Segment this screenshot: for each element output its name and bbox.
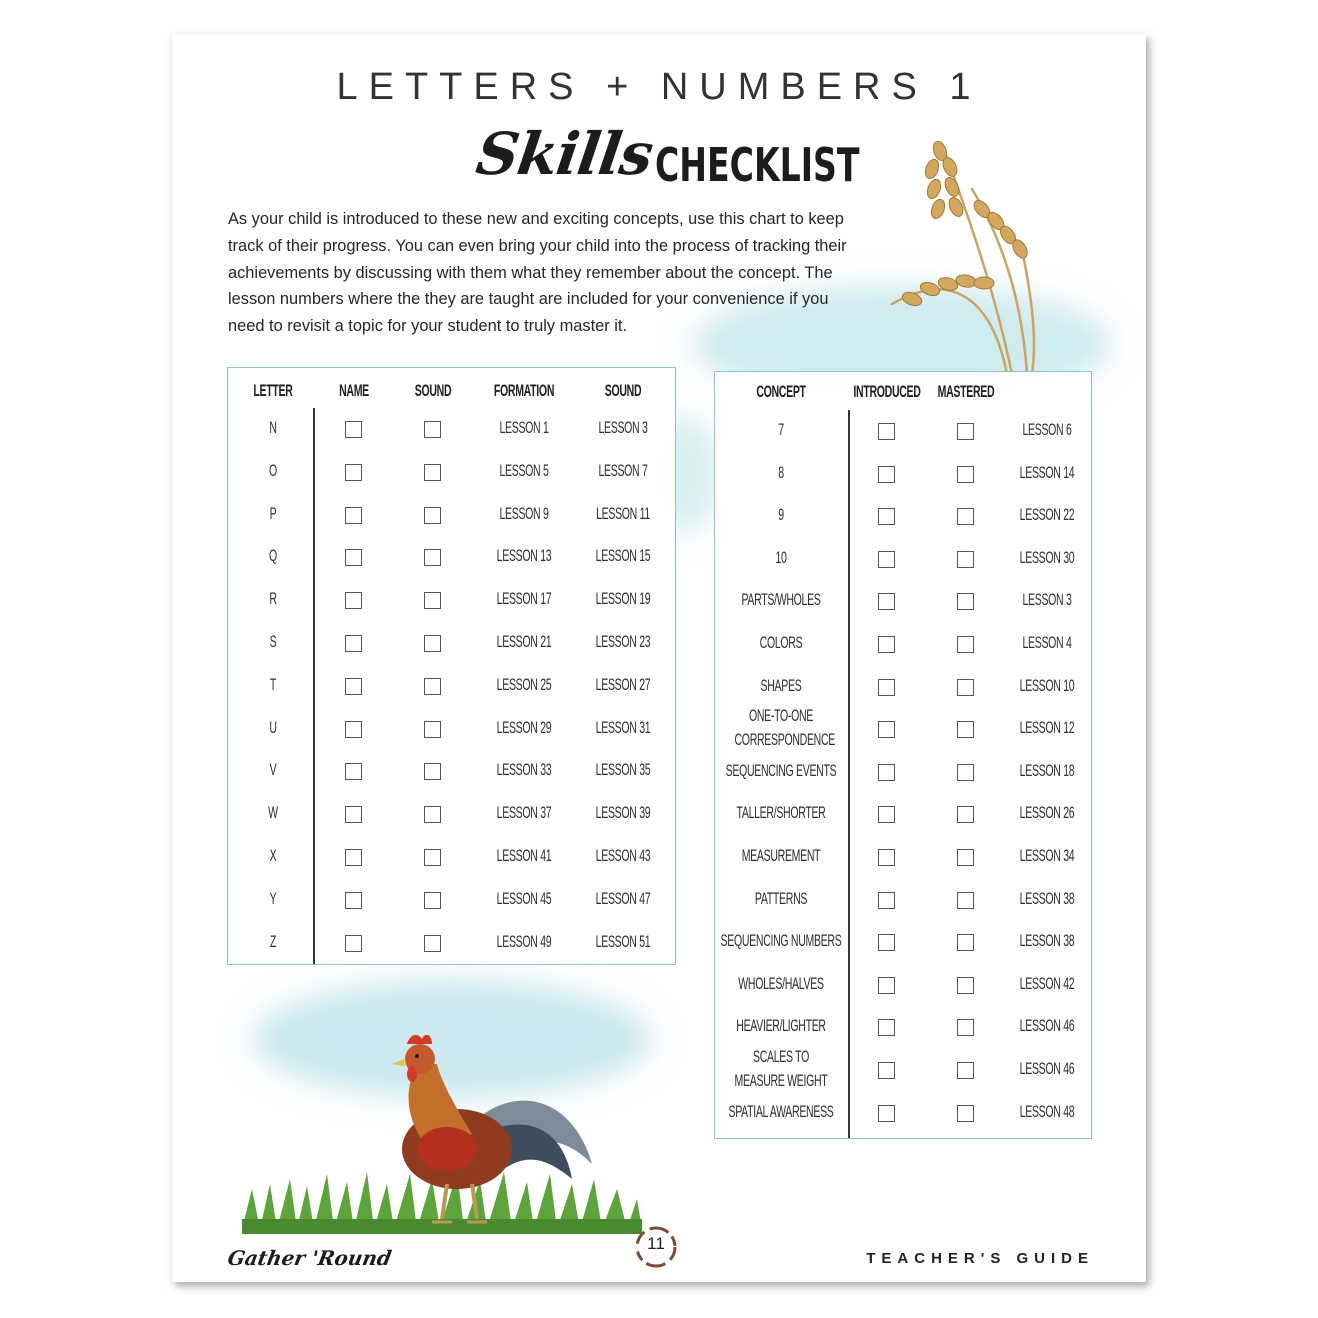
- concept-cell: 8: [778, 462, 784, 482]
- letters-header-1: NAME: [339, 381, 369, 400]
- formation-lesson-cell: LESSON 21: [496, 632, 552, 651]
- name-checkbox[interactable]: [345, 763, 362, 780]
- introduced-checkbox[interactable]: [878, 1019, 895, 1036]
- concept-lesson-cell: LESSON 46: [1019, 1059, 1075, 1078]
- sound-lesson-cell: LESSON 19: [595, 589, 651, 609]
- introduced-checkbox[interactable]: [878, 892, 895, 909]
- sound-lesson-cell: LESSON 11: [596, 503, 650, 523]
- brand-logo: Gather 'Round: [225, 1246, 394, 1270]
- column-divider: [848, 410, 850, 1138]
- sound-lesson-cell: LESSON 39: [595, 803, 651, 823]
- sound-checkbox[interactable]: [424, 592, 441, 609]
- mastered-checkbox[interactable]: [957, 977, 974, 994]
- concept-lesson-cell: LESSON 4: [1022, 633, 1072, 652]
- introduced-checkbox[interactable]: [878, 849, 895, 866]
- concept-lesson-cell: LESSON 22: [1019, 505, 1075, 525]
- sound-checkbox[interactable]: [424, 635, 441, 652]
- letter-cell: W: [268, 803, 278, 823]
- concepts-table: [714, 371, 1092, 1139]
- concept-lesson-cell: LESSON 26: [1019, 803, 1075, 823]
- concept-cell: SPATIAL AWARENESS: [728, 1101, 834, 1121]
- introduced-checkbox[interactable]: [878, 423, 895, 440]
- mastered-checkbox[interactable]: [957, 593, 974, 610]
- name-checkbox[interactable]: [345, 678, 362, 695]
- letter-cell: Y: [269, 888, 277, 908]
- letter-cell: Q: [269, 546, 277, 566]
- sound-checkbox[interactable]: [424, 849, 441, 866]
- letters-table: [227, 367, 676, 965]
- mastered-checkbox[interactable]: [957, 1062, 974, 1079]
- formation-lesson-cell: LESSON 5: [499, 460, 549, 480]
- concept-lesson-cell: LESSON 34: [1019, 846, 1075, 865]
- concept-cell: SHAPES: [760, 675, 802, 695]
- mastered-checkbox[interactable]: [957, 466, 974, 483]
- worksheet-page: [172, 34, 1146, 1282]
- concept-cell: COLORS: [759, 633, 803, 652]
- mastered-checkbox[interactable]: [957, 636, 974, 653]
- sound-lesson-cell: LESSON 35: [595, 760, 651, 780]
- concepts-header-2: MASTERED: [937, 382, 995, 401]
- mastered-checkbox[interactable]: [957, 679, 974, 696]
- introduced-checkbox[interactable]: [878, 977, 895, 994]
- formation-lesson-cell: LESSON 41: [496, 846, 552, 865]
- concept-lesson-cell: LESSON 48: [1019, 1101, 1075, 1121]
- mastered-checkbox[interactable]: [957, 892, 974, 909]
- introduced-checkbox[interactable]: [878, 806, 895, 823]
- mastered-checkbox[interactable]: [957, 423, 974, 440]
- column-divider: [313, 408, 315, 964]
- letter-cell: X: [269, 846, 277, 865]
- wheat-illustration: [872, 129, 1092, 379]
- page-title: LETTERS + NUMBERS 1: [336, 66, 982, 108]
- letter-cell: R: [269, 589, 277, 609]
- introduced-checkbox[interactable]: [878, 679, 895, 696]
- sound-checkbox[interactable]: [424, 806, 441, 823]
- name-checkbox[interactable]: [345, 849, 362, 866]
- concept-lesson-cell: LESSON 38: [1019, 888, 1075, 908]
- subtitle-main: CHECKLIST: [655, 138, 860, 192]
- concept-cell: 7: [778, 420, 784, 439]
- name-checkbox[interactable]: [345, 421, 362, 438]
- name-checkbox[interactable]: [345, 935, 362, 952]
- concept-cell: 9: [778, 505, 784, 525]
- sound-lesson-cell: LESSON 23: [595, 632, 651, 651]
- letter-cell: U: [269, 717, 277, 737]
- intro-paragraph: As your child is introduced to these new and exciting concepts, use this chart to keep track of their progress. You can even bring your child into the process of tracking their achievements by discussing with them what they remember about the concept. The lesson numbers where the they are taught are included for your convenience if you need to revisit a topic for your student to truly master it.: [228, 210, 847, 336]
- concept-lesson-cell: LESSON 10: [1019, 675, 1075, 695]
- sound-checkbox[interactable]: [424, 892, 441, 909]
- concept-cell: 10: [775, 547, 787, 567]
- introduced-checkbox[interactable]: [878, 508, 895, 525]
- mastered-checkbox[interactable]: [957, 508, 974, 525]
- sound-checkbox[interactable]: [424, 678, 441, 695]
- letter-cell: O: [269, 460, 277, 480]
- concept-cell: MEASUREMENT: [741, 846, 821, 865]
- sound-lesson-cell: LESSON 51: [595, 931, 651, 951]
- introduced-checkbox[interactable]: [878, 764, 895, 781]
- introduced-checkbox[interactable]: [878, 466, 895, 483]
- sound-lesson-cell: LESSON 31: [595, 717, 651, 737]
- concept-cell: PATTERNS: [754, 888, 808, 908]
- mastered-checkbox[interactable]: [957, 806, 974, 823]
- concept-lesson-cell: LESSON 46: [1019, 1016, 1075, 1036]
- page-number: 11: [647, 1234, 665, 1253]
- letter-cell: N: [269, 418, 277, 437]
- concept-cell: SEQUENCING EVENTS: [725, 760, 837, 780]
- page-number-badge: [634, 1224, 678, 1270]
- sound-checkbox[interactable]: [424, 464, 441, 481]
- letters-header-2: SOUND: [414, 381, 452, 400]
- name-checkbox[interactable]: [345, 464, 362, 481]
- concepts-header-1: INTRODUCED: [853, 382, 921, 401]
- concept-lesson-cell: LESSON 30: [1019, 547, 1075, 567]
- name-checkbox[interactable]: [345, 721, 362, 738]
- mastered-checkbox[interactable]: [957, 764, 974, 781]
- formation-lesson-cell: LESSON 1: [499, 418, 549, 437]
- letter-cell: Z: [269, 931, 277, 951]
- formation-lesson-cell: LESSON 29: [496, 717, 552, 737]
- concept-lesson-cell: LESSON 14: [1019, 462, 1075, 482]
- mastered-checkbox[interactable]: [957, 1105, 974, 1122]
- concept-lesson-cell: LESSON 18: [1019, 760, 1075, 780]
- introduced-checkbox[interactable]: [878, 1105, 895, 1122]
- formation-lesson-cell: LESSON 17: [496, 589, 552, 609]
- concept-cell: HEAVIER/LIGHTER: [736, 1016, 826, 1036]
- sound-lesson-cell: LESSON 7: [598, 460, 648, 480]
- letter-cell: V: [269, 760, 277, 780]
- subtitle-script: Skills: [472, 120, 657, 188]
- name-checkbox[interactable]: [345, 549, 362, 566]
- concept-lesson-cell: LESSON 12: [1019, 718, 1075, 738]
- letter-cell: T: [269, 674, 277, 694]
- concept-cell: PARTS/WHOLES: [741, 590, 821, 610]
- mastered-checkbox[interactable]: [957, 849, 974, 866]
- introduced-checkbox[interactable]: [878, 636, 895, 653]
- sound-lesson-cell: LESSON 43: [595, 846, 651, 865]
- formation-lesson-cell: LESSON 45: [496, 888, 552, 908]
- formation-lesson-cell: LESSON 37: [496, 803, 552, 823]
- formation-lesson-cell: LESSON 49: [496, 931, 552, 951]
- name-checkbox[interactable]: [345, 592, 362, 609]
- name-checkbox[interactable]: [345, 507, 362, 524]
- sound-checkbox[interactable]: [424, 935, 441, 952]
- name-checkbox[interactable]: [345, 892, 362, 909]
- sound-lesson-cell: LESSON 3: [598, 418, 648, 437]
- mastered-checkbox[interactable]: [957, 1019, 974, 1036]
- formation-lesson-cell: LESSON 13: [496, 546, 552, 566]
- mastered-checkbox[interactable]: [957, 934, 974, 951]
- sound-checkbox[interactable]: [424, 549, 441, 566]
- sound-checkbox[interactable]: [424, 763, 441, 780]
- concept-cell: ONE-TO-ONE CORRESPONDENCE: [734, 706, 835, 750]
- guide-label: TEACHER'S GUIDE: [866, 1250, 1094, 1267]
- introduced-checkbox[interactable]: [878, 593, 895, 610]
- formation-lesson-cell: LESSON 33: [496, 760, 552, 780]
- name-checkbox[interactable]: [345, 806, 362, 823]
- sound-lesson-cell: LESSON 27: [595, 674, 651, 694]
- introduced-checkbox[interactable]: [878, 934, 895, 951]
- letters-header-3: FORMATION: [493, 381, 555, 400]
- sound-checkbox[interactable]: [424, 421, 441, 438]
- concept-lesson-cell: LESSON 6: [1022, 420, 1072, 439]
- concept-lesson-cell: LESSON 38: [1019, 931, 1075, 951]
- introduced-checkbox[interactable]: [878, 1062, 895, 1079]
- sound-lesson-cell: LESSON 47: [595, 888, 651, 908]
- rooster-illustration: [242, 1014, 642, 1239]
- letters-header-0: LETTER: [253, 381, 293, 400]
- mastered-checkbox[interactable]: [957, 551, 974, 568]
- letters-header-4: SOUND: [604, 381, 642, 400]
- concept-lesson-cell: LESSON 3: [1022, 590, 1072, 610]
- concept-cell: SCALES TO MEASURE WEIGHT: [734, 1047, 828, 1090]
- mastered-checkbox[interactable]: [957, 721, 974, 738]
- concepts-header-0: CONCEPT: [756, 382, 806, 401]
- concept-lesson-cell: LESSON 42: [1019, 973, 1075, 993]
- formation-lesson-cell: LESSON 25: [496, 674, 552, 694]
- concept-cell: WHOLES/HALVES: [738, 973, 824, 993]
- concept-cell: TALLER/SHORTER: [736, 803, 826, 823]
- name-checkbox[interactable]: [345, 635, 362, 652]
- letter-cell: P: [269, 503, 277, 523]
- sound-lesson-cell: LESSON 15: [595, 546, 651, 566]
- formation-lesson-cell: LESSON 9: [499, 503, 549, 523]
- introduced-checkbox[interactable]: [878, 551, 895, 568]
- introduced-checkbox[interactable]: [878, 721, 895, 738]
- sound-checkbox[interactable]: [424, 721, 441, 738]
- concept-cell: SEQUENCING NUMBERS: [720, 931, 842, 951]
- letter-cell: S: [269, 632, 277, 651]
- sound-checkbox[interactable]: [424, 507, 441, 524]
